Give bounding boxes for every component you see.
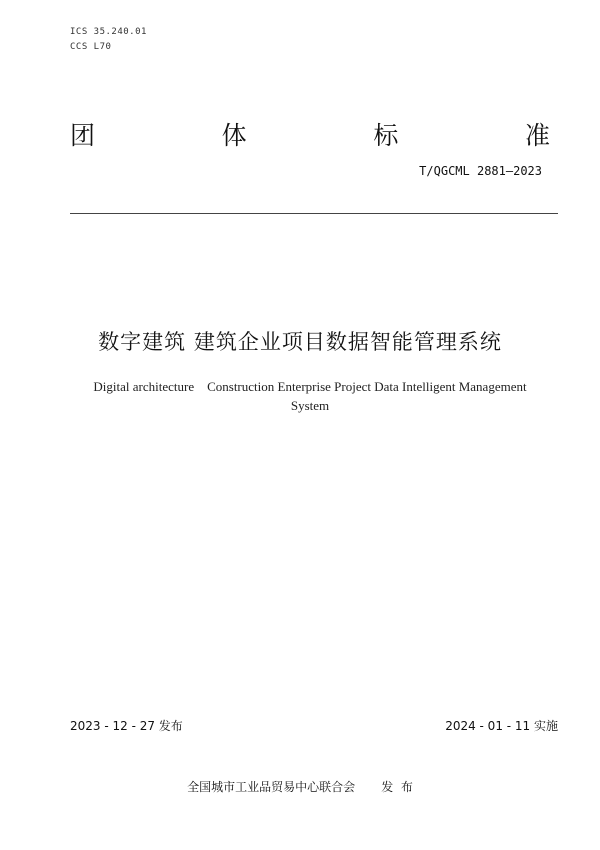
standard-number: T/QGCML 2881—2023 (419, 164, 542, 178)
title-english-line-1: Digital architecture Construction Enterprise Project Data Intelligent Management (93, 379, 527, 394)
title-english-line-2: System (290, 398, 330, 413)
title-chinese: 数字建筑 建筑企业项目数据智能管理系统 (98, 330, 502, 354)
title-english (60, 377, 560, 415)
implementation-date: 2024 - 01 - 11 实施 (445, 719, 558, 733)
issuer-verb: 发 布 (381, 780, 413, 794)
issuer-line (0, 778, 600, 795)
ccs-code: CCS L70 (70, 42, 112, 52)
header-divider (70, 213, 558, 214)
standard-type-char-1: 团 (70, 121, 96, 150)
standard-type-char-2: 体 (221, 121, 247, 150)
standard-type-heading (70, 116, 550, 152)
ics-code: ICS 35.240.01 (70, 27, 147, 37)
issuer-organization: 全国城市工业品贸易中心联合会 (187, 780, 356, 794)
standard-type-char-3: 标 (373, 121, 399, 150)
issue-date: 2023 - 12 - 27 发布 (70, 719, 183, 733)
standard-type-char-4: 准 (524, 121, 550, 150)
